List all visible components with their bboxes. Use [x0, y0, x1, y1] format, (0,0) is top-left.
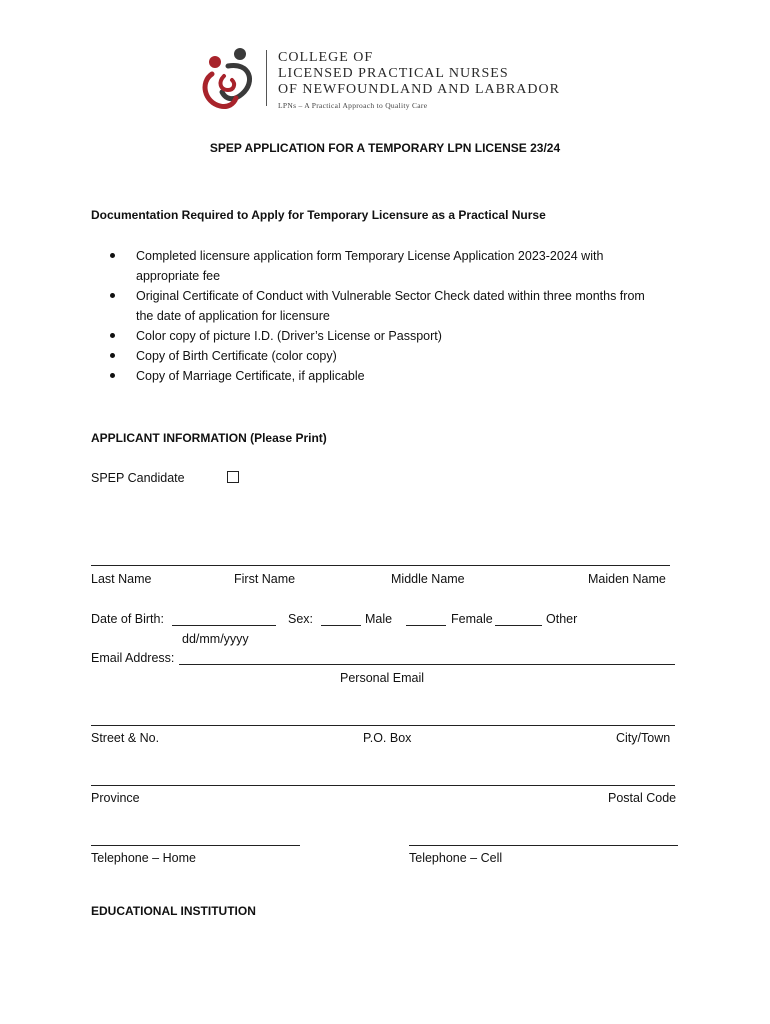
telephone-home-line[interactable] [91, 845, 300, 846]
sex-male-line[interactable] [321, 625, 361, 626]
first-name-label: First Name [234, 572, 296, 586]
postal-code-label: Postal Code [608, 791, 677, 805]
logo-divider [266, 50, 267, 106]
email-field-line[interactable] [179, 664, 675, 665]
list-item [108, 286, 688, 326]
address-field-line[interactable] [91, 725, 675, 726]
telephone-cell-line[interactable] [409, 845, 678, 846]
telephone-cell-label: Telephone – Cell [409, 851, 503, 865]
province-label: Province [91, 791, 140, 805]
spep-candidate-checkbox[interactable] [227, 471, 239, 483]
spep-candidate-label: SPEP Candidate [91, 471, 185, 485]
dob-field-line[interactable] [172, 625, 276, 626]
org-name-line2: LICENSED PRACTICAL NURSES [278, 66, 509, 81]
org-name-line3: OF NEWFOUNDLAND AND LABRADOR [278, 82, 560, 97]
org-logo [198, 44, 558, 112]
list-item [108, 246, 688, 286]
dob-label: Date of Birth: [91, 612, 164, 626]
telephone-home-label: Telephone – Home [91, 851, 196, 865]
documentation-list [108, 246, 688, 386]
applicant-heading: APPLICANT INFORMATION (Please Print) [91, 431, 327, 445]
org-name-line1: COLLEGE OF [278, 50, 374, 65]
province-field-line[interactable] [91, 785, 675, 786]
name-field-line[interactable] [91, 565, 670, 566]
list-item [108, 366, 688, 386]
list-item-text: Copy of Birth Certificate (color copy) [136, 349, 337, 363]
street-label: Street & No. [91, 731, 160, 745]
po-box-label: P.O. Box [363, 731, 412, 745]
education-heading: EDUCATIONAL INSTITUTION [91, 904, 256, 918]
bullet-icon [110, 293, 115, 298]
sex-female-label: Female [451, 612, 493, 626]
sex-other-line[interactable] [495, 625, 542, 626]
list-item-text: Color copy of picture I.D. (Driver’s License or Passport) [136, 329, 442, 343]
middle-name-label: Middle Name [391, 572, 465, 586]
maiden-name-label: Maiden Name [588, 572, 666, 586]
bullet-icon [110, 353, 115, 358]
nurses-logo-icon [198, 46, 260, 110]
last-name-label: Last Name [91, 572, 152, 586]
dob-format-hint: dd/mm/yyyy [182, 632, 249, 646]
sex-female-line[interactable] [406, 625, 446, 626]
bullet-icon [110, 253, 115, 258]
list-item-text: Copy of Marriage Certificate, if applicable [136, 369, 365, 383]
page-title: SPEP APPLICATION FOR A TEMPORARY LPN LICENSE 23/24 [209, 141, 561, 155]
list-item-text: Completed licensure application form Temporary License Application 2023-2024 with [136, 249, 604, 263]
sex-label: Sex: [288, 612, 314, 626]
bullet-icon [110, 333, 115, 338]
city-label: City/Town [616, 731, 671, 745]
list-item-text-cont: appropriate fee [136, 269, 221, 283]
list-item [108, 326, 688, 346]
email-label: Email Address: [91, 651, 175, 665]
list-item-text-cont: the date of application for licensure [136, 309, 330, 323]
bullet-icon [110, 373, 115, 378]
sex-male-label: Male [365, 612, 393, 626]
sex-other-label: Other [546, 612, 578, 626]
org-tagline: LPNs – A Practical Approach to Quality Care [278, 101, 428, 110]
documentation-heading: Documentation Required to Apply for Temporary Licensure as a Practical Nurse [91, 208, 546, 222]
list-item-text: Original Certificate of Conduct with Vulnerable Sector Check dated within three months from [136, 289, 645, 303]
email-sub-label: Personal Email [340, 671, 425, 685]
list-item [108, 346, 688, 366]
